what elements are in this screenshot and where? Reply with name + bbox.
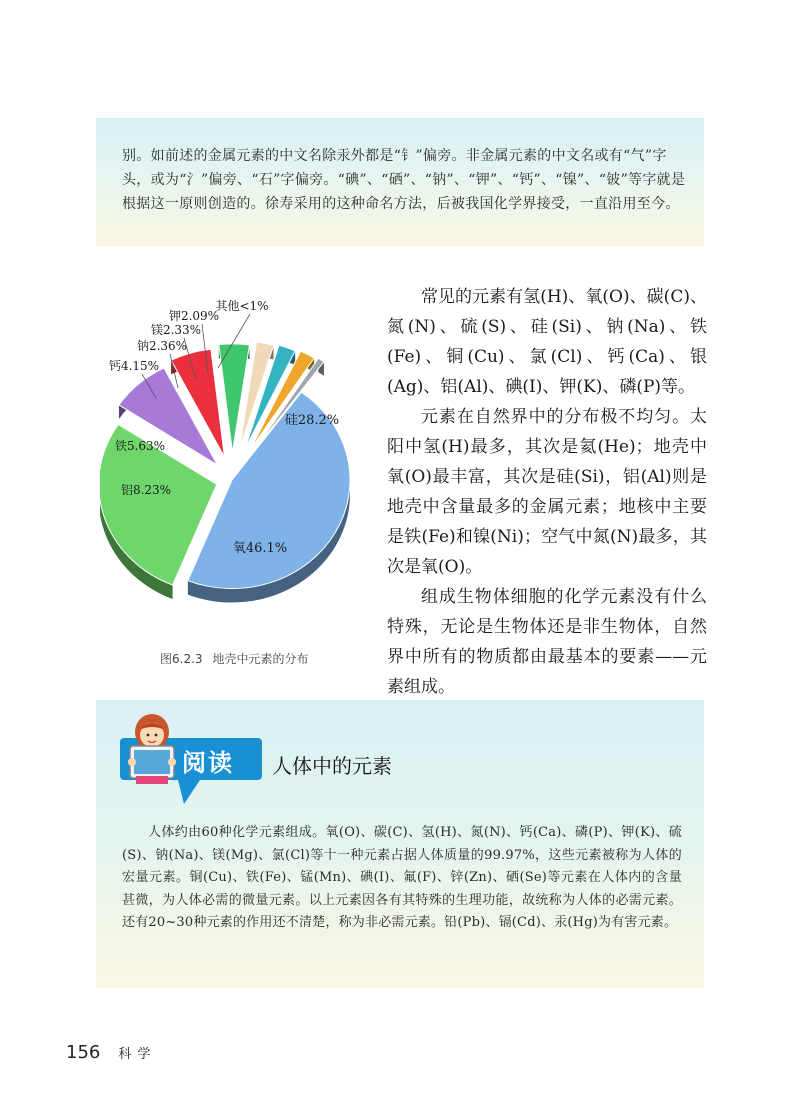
reading-box: [96, 700, 704, 988]
pie-slice-label: 硅28.2%: [284, 413, 340, 428]
pie-slice-top: [219, 344, 250, 453]
reading-body: [122, 822, 682, 935]
paragraph-common-elements: 常见的元素有氢(H)、氧(O)、碳(C)、氮(N)、硫(S)、硅(Si)、钠(Na)、铁(Fe)、铜(Cu)、氯(Cl)、钙(Ca)、银(Ag)、铝(Al)、碘(I)、钾(K)、磷(P)等。: [387, 287, 707, 397]
figure-number: 图6.2.3: [160, 652, 203, 666]
pie-slice: [219, 344, 250, 453]
pie-chart-svg: [100, 290, 380, 650]
page-footer: [66, 1042, 156, 1063]
reading-title: 人体中的元素: [272, 754, 392, 778]
pie-slice-label: 铁5.63%: [114, 439, 166, 453]
page-number: 156: [66, 1042, 101, 1063]
main-text: [387, 282, 707, 702]
reading-label: 阅读: [182, 749, 234, 777]
sidebar-note-box: [96, 118, 704, 246]
paragraph-distribution: 元素在自然界中的分布极不均匀。太阳中氢(H)最多，其次是氦(He)；地壳中氧(O)最丰富，其次是硅(Si)，铝(Al)则是地壳中含量最多的金属元素；地核中主要是铁(Fe)和镍(Ni)；空气中氮(N)最多，其次是氧(O)。: [387, 407, 707, 577]
pie-slice-label: 钙4.15%: [108, 359, 160, 373]
paragraph-organisms: 组成生物体细胞的化学元素没有什么特殊，无论是生物体还是非生物体，自然界中所有的物质都由最基本的要素——元素组成。: [387, 587, 707, 697]
figure-title: 地壳中元素的分布: [212, 652, 309, 666]
pie-slice-label: 铝8.23%: [120, 483, 172, 497]
reading-paragraph: 人体约由60种化学元素组成。氧(O)、碳(C)、氢(H)、氮(N)、钙(Ca)、磷(P)、钾(K)、硫(S)、钠(Na)、镁(Mg)、氯(Cl)等十一种元素占据人体质量的99.97%，这些元素被称为人体的宏量元素。铜(Cu)、铁(Fe)、锰(Mn)、碘(I)、氟(F)、锌(Zn)、硒(Se)等元素在人体内的含量甚微，为人体必需的微量元素。以上元素因各有其特殊的生理功能，故统称为人体的必需元素。还有20~30种元素的作用还不清楚，称为非必需元素。铅(Pb)、镉(Cd)、汞(Hg)为有害元素。: [122, 825, 682, 930]
pie-slice-label: 钠2.36%: [136, 339, 188, 353]
subject-label: 科学: [118, 1047, 157, 1062]
pie-chart: [100, 290, 380, 650]
pie-slice-label: 钾2.09%: [168, 309, 220, 323]
figure-caption: [160, 650, 309, 667]
girl-reader-icon: [122, 710, 182, 794]
pie-slice-label: 氧46.1%: [232, 541, 288, 556]
sidebar-note-text: 别。如前述的金属元素的中文名除汞外都是“钅”偏旁。非金属元素的中文名或有“气”字头，或为“氵”偏旁、“石”字偏旁。“碘”、“硒”、“钠”、“钾”、“钙”、“镍”、“铍”等字就是根据这一原则创造的。徐寿采用的这种命名方法，后被我国化学界接受，一直沿用至今。: [122, 148, 686, 212]
pie-slice-label: 镁2.33%: [150, 323, 202, 337]
pie-slice-label: 其他<1%: [215, 299, 269, 313]
